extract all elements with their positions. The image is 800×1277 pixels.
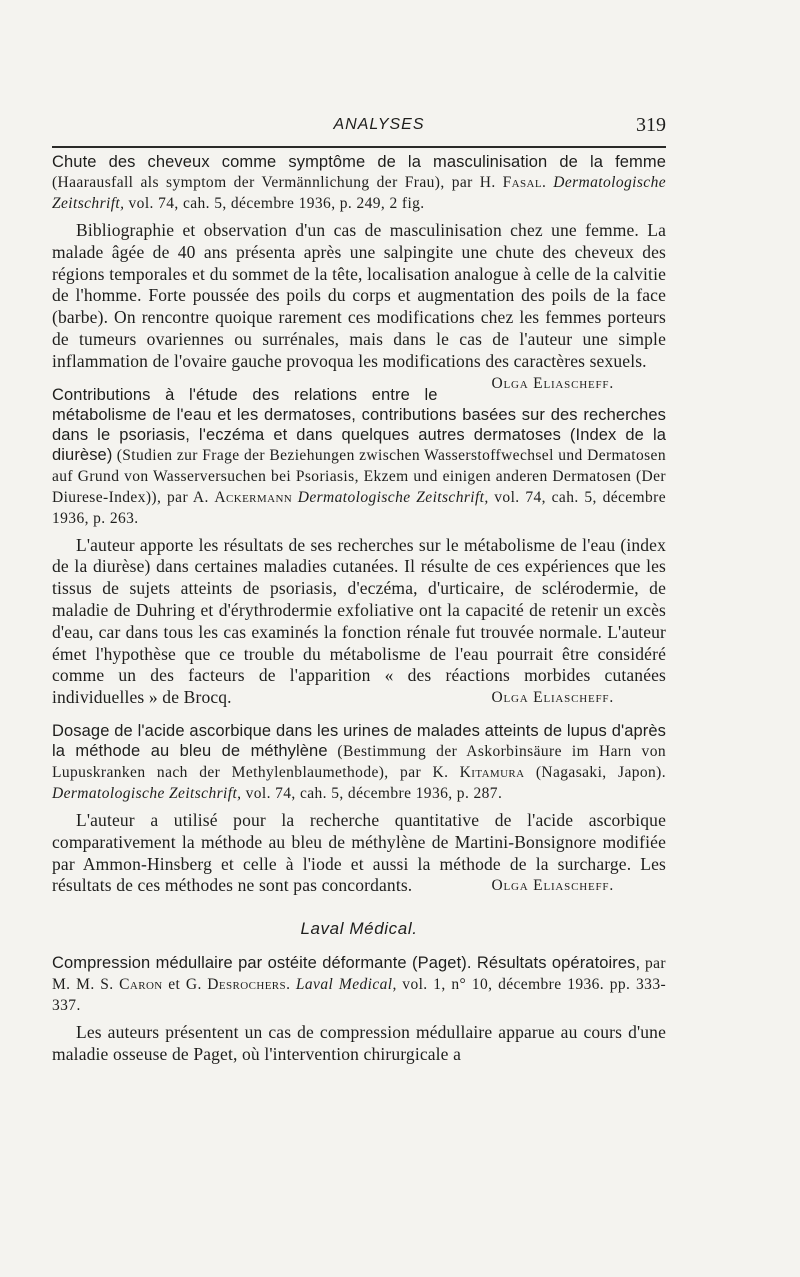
article-signature: Olga Eliascheff.	[491, 689, 614, 707]
article-heading: Compression médullaire par ostéite déformante (Paget). Résultats opératoires,	[52, 954, 641, 973]
article-journal: Dermatologische Zeitschrift,	[52, 784, 242, 802]
article-reference: (Haarausfall als symptom der Vermännlichung der Frau), par H.	[52, 174, 496, 191]
article-body-text: L'auteur apporte les résultats de ses recherches sur le métabolisme de l'eau (index de la diurèse) dans certaines maladies cutanées. Il résulte de ces expériences que les tissus de sujets atteints de psoriasis, d'eczéma, d'urticaire, de sclérodermie, de maladie de Duhring et d'érythrodermie exfoliative ont la capacité de retenir un excès d'eau, car dans tous les cas examinés la fonction rénale fut trouvée normale. L'auteur émet l'hypothèse que ce trouble du métabolisme de l'eau pourrait être considéré comme un des facteurs de l'apparition « des réactions morbides cutanées individuelles » de Brocq.	[52, 534, 666, 708]
header-rule	[52, 146, 666, 148]
article-citation: vol. 74, cah. 5, décembre 1936, p. 263.	[52, 488, 667, 527]
article-citation: vol. 74, cah. 5, décembre 1936, p. 249, 2 fig.	[128, 195, 425, 212]
article-spinal-compression	[52, 953, 666, 1066]
article-author: Desrochers.	[207, 976, 291, 994]
page-number: 319	[636, 114, 666, 136]
article-author: Fasal.	[502, 174, 547, 191]
article-author: Caron	[119, 976, 163, 994]
article-header	[52, 721, 666, 804]
article-heading: Chute des cheveux comme symptôme de la masculinisation de la femme	[52, 153, 666, 171]
article-body-text: L'auteur a utilisé pour la recherche quantitative de l'acide ascorbique comparativement la méthode au bleu de méthylène de Martini-Bonsignore modifiée par Ammon-Hinsberg et celle à l'iode et aussi la méthode de la surcharge. Les résultats de ces méthodes ne sont pas concordants.	[52, 809, 666, 896]
article-journal: Laval Medical,	[295, 976, 397, 994]
page-content	[52, 152, 666, 1078]
article-reference: (Bestimmung der Askorbinsäure im Harn von Lupuskranken nach der Methylenblaumethode), par K.	[52, 742, 667, 781]
article-reference: (Studien zur Frage der Beziehungen zwischen Wasserstoffwechsel und Dermatosen auf Grund von Wasserversuchen bei Psoriasis, Ekzem und einigen anderen Dermatosen (Der Diurese-Index)), par A.	[52, 446, 666, 506]
article-ascorbic-acid	[52, 721, 666, 897]
article-journal: Dermatologische Zeitschrift,	[52, 174, 667, 212]
article-author: Kitamura	[459, 763, 525, 781]
article-water-metabolism	[52, 385, 666, 709]
article-author: Ackermann	[214, 488, 293, 506]
article-signature: Olga Eliascheff.	[491, 374, 614, 392]
article-body	[52, 810, 666, 897]
page-header	[52, 114, 666, 140]
section-title: Laval Médical.	[300, 919, 418, 939]
article-reference-joiner: et G.	[168, 976, 202, 994]
article-reference-location: (Nagasaki, Japon).	[535, 763, 667, 781]
article-heading: Dosage de l'acide ascorbique dans les urines de malades atteints de lupus d'après la méthode au bleu de méthylène	[52, 721, 666, 760]
article-body	[52, 535, 666, 709]
article-heading: Contributions à l'étude des relations entre le métabolisme de l'eau et les dermatoses, contributions basées sur des recherches dans le psoriasis, l'eczéma et dans quelques autres dermatoses (Index de la diurèse)	[52, 385, 666, 464]
article-header	[52, 385, 666, 529]
article-hair-loss	[52, 152, 667, 392]
article-body	[52, 220, 666, 392]
article-citation: vol. 1, n° 10, décembre 1936. pp. 333-337.	[52, 976, 667, 1015]
article-header	[52, 953, 666, 1016]
article-header	[52, 152, 666, 214]
running-title: ANALYSES	[333, 116, 425, 133]
article-body-text: Les auteurs présentent un cas de compression médullaire apparue au cours d'une maladie osseuse de Paget, où l'intervention chirurgicale a	[52, 1022, 666, 1064]
article-signature: Olga Eliascheff.	[491, 877, 614, 895]
article-citation: vol. 74, cah. 5, décembre 1936, p. 287.	[245, 784, 503, 802]
article-journal: Dermatologische Zeitschrift,	[297, 488, 489, 506]
article-reference: par M. M. S.	[52, 955, 666, 994]
article-body	[52, 1022, 666, 1066]
article-body-text: Bibliographie et observation d'un cas de masculinisation chez une femme. La malade âgée de 40 ans présenta après une salpingite une chute des cheveux des régions temporales et du sommet de la tête, localisation analogue à celle de la calvitie de l'homme. Forte poussée des poils du corps et augmentation des poils de la face (barbe). On rencontre quoique rarement ces modifications chez les femmes porteurs de tumeurs ovariennes ou surrénales, mais dans le cas de l'auteur une simple inflammation de l'ovaire gauche provoqua les modifications des caractères sexuels.	[52, 220, 666, 371]
